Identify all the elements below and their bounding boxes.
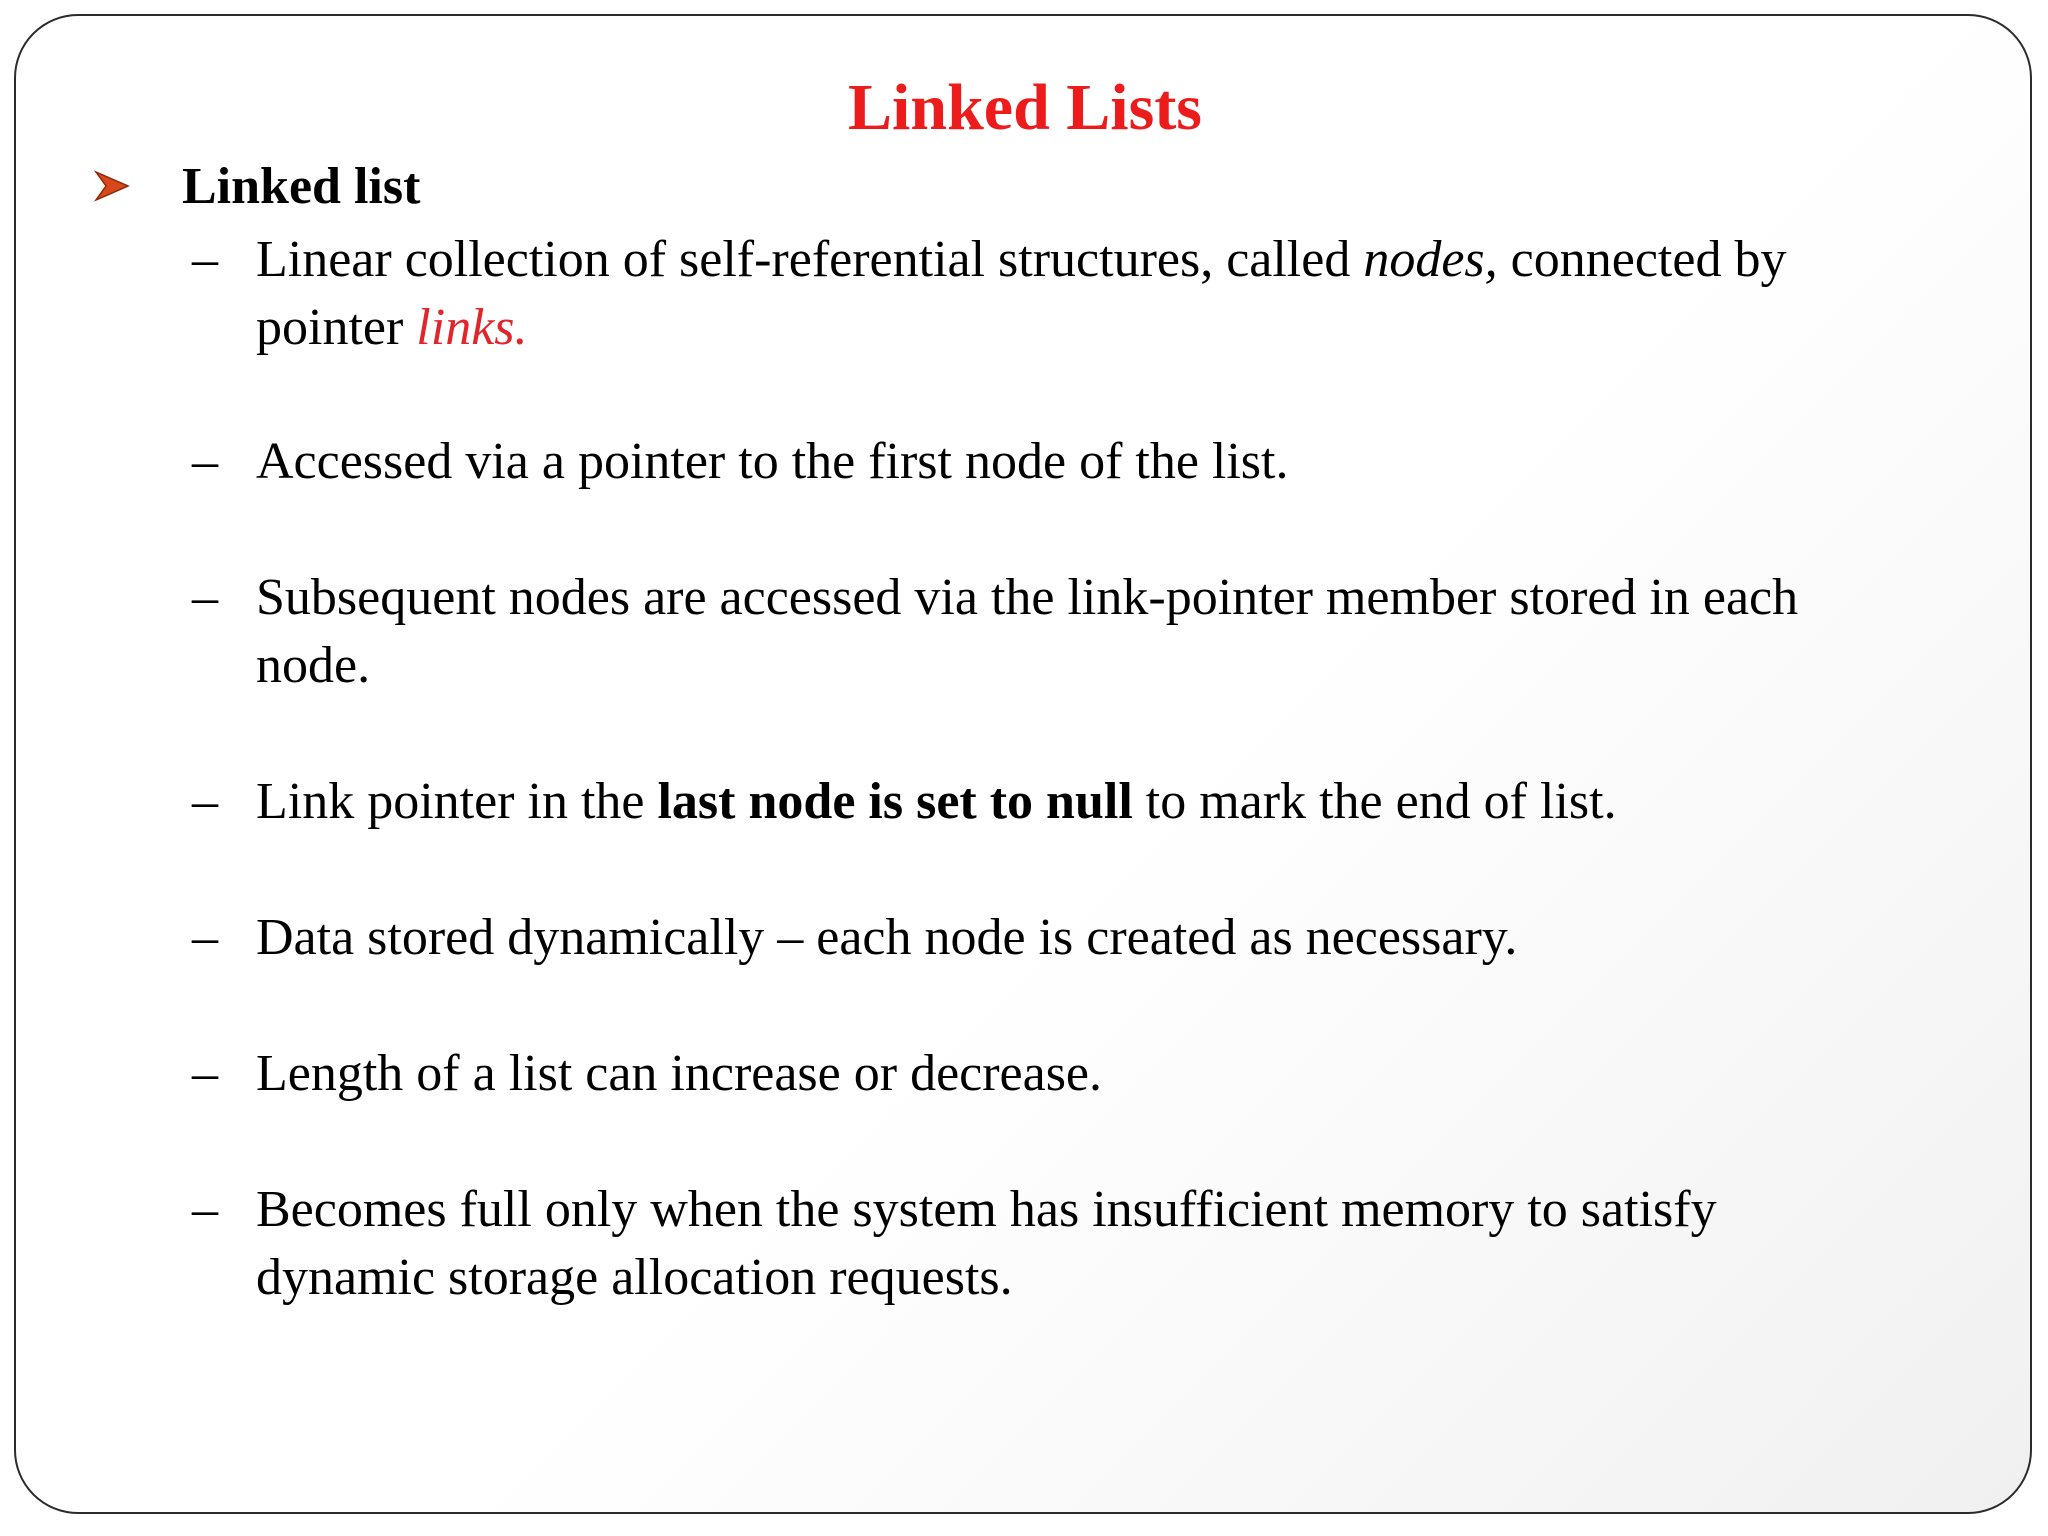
arrowhead-bullet-icon bbox=[92, 166, 132, 206]
list-item-text-part: Linear collection of self-referential structures, called bbox=[256, 231, 1364, 288]
list-item-text-part: to mark the end of list. bbox=[1132, 773, 1617, 830]
dash-bullet: – bbox=[192, 773, 218, 830]
slide-title: Linked Lists bbox=[848, 71, 1202, 144]
emphasis-nodes: nodes, bbox=[1363, 231, 1498, 288]
slide bbox=[14, 14, 2032, 1514]
emphasis-null: last node is set to null bbox=[657, 773, 1133, 830]
list-item-text: Becomes full only when the system has insufficient memory to satisfy dynamic storage allocation requests. bbox=[256, 1181, 1717, 1306]
dash-bullet: – bbox=[192, 1045, 218, 1102]
main-bullet bbox=[92, 154, 420, 218]
list-item-text-part: Link pointer in the bbox=[256, 773, 658, 830]
emphasis-links: links. bbox=[416, 299, 528, 356]
dash-bullet: – bbox=[192, 569, 218, 626]
list-item-text: Subsequent nodes are accessed via the link-pointer member stored in each node. bbox=[256, 569, 1799, 694]
list-item-text bbox=[256, 226, 1896, 362]
list-item-text: Accessed via a pointer to the first node of the list. bbox=[256, 433, 1289, 490]
dash-bullet: – bbox=[192, 231, 218, 288]
dash-bullet: – bbox=[192, 909, 218, 966]
list-item-text: Length of a list can increase or decrease. bbox=[256, 1045, 1103, 1102]
dash-bullet: – bbox=[192, 433, 218, 490]
list-item-text: Data stored dynamically – each node is created as necessary. bbox=[256, 909, 1518, 966]
main-bullet-label: Linked list bbox=[182, 157, 421, 215]
list-item-text bbox=[256, 768, 1896, 836]
dash-bullet: – bbox=[192, 1181, 218, 1238]
list-item-text-part: connected by pointer bbox=[256, 231, 1787, 356]
